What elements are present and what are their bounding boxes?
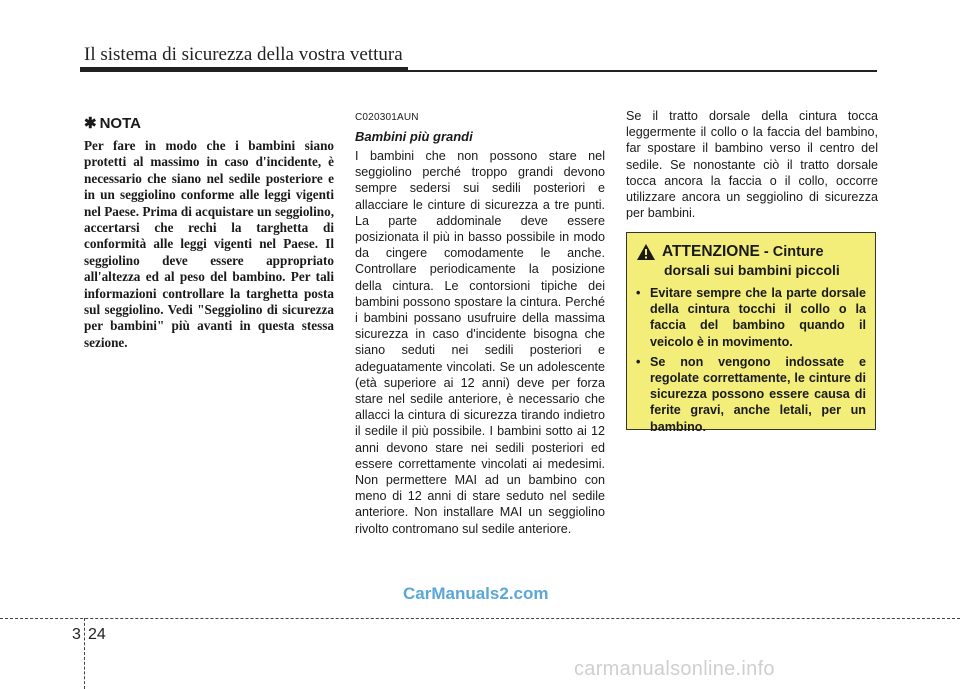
nota-body: Per fare in modo che i bambini siano protetti al massimo in caso d'incidente, è necessario che siano nel sedile posteriore e in un seggiolino conforme alle leggi vigenti nel Paese. Prima di acquistare un seggiolino, accertarsi che rechi la targhetta di conformità alle leggi vigenti nel Paese. Il seggiolino deve essere appropriato all'altezza ed al peso del bambino. Per tali informazioni controllare la targhetta posta sul seggiolino. Vedi "Seggiolino di sicurezza per bambini" più avanti in questa stessa sezione.: [84, 138, 334, 350]
column-left: [84, 110, 334, 351]
warning-list: [636, 285, 866, 435]
nota-heading: [84, 114, 334, 132]
warning-title: [636, 243, 866, 279]
warning-item: • Se non vengono indossate e regolate correttamente, le cinture di sicurezza possono essere causa di ferite gravi, anche letali, per un bambino.: [636, 354, 866, 435]
footer-vertical-divider: [84, 618, 85, 689]
watermark-link[interactable]: CarManuals2.com: [403, 584, 549, 603]
section-number: 3: [72, 626, 81, 643]
warning-title-main: ATTENZIONE: [662, 243, 760, 260]
warning-triangle-icon: [636, 243, 656, 261]
warning-title-sub: dorsali sui bambini piccoli: [664, 262, 840, 278]
column-middle: [355, 110, 605, 537]
page-header-title: Il sistema di sicurezza della vostra vettura: [84, 44, 403, 65]
site-watermark[interactable]: carmanualsonline.info: [574, 658, 775, 680]
section-subheading: Bambini più grandi: [355, 129, 473, 144]
warning-title-suffix: - Cinture: [759, 244, 824, 260]
footer-divider: [0, 618, 960, 619]
header-divider: [80, 70, 877, 72]
column-right: [626, 110, 878, 221]
section-body: I bambini che non possono stare nel seggiolino perché troppo grandi devono sempre sedersi sui sedili posteriori e allacciare le cinture di sicurezza a tre punti. La parte addominale deve essere posizionata il più in basso possibile in modo da cingere comodamente le anche. Controllare periodicamente la posizione della cintura. Le contorsioni tipiche dei bambini possono spostare la cintura. Perché i bambini possano usufruire della massima sicurezza in caso d'incidente bisogna che siano seduti nei sedili posteriori e adeguatamente vincolati. Se un adolescente (età superiore ai 12 anni) deve per forza stare nel sedile anteriore, è necessario che allacci la cintura di sicurezza tirando indietro il sedile il più possibile. I bambini sotto ai 12 anni devono stare nei sedili posteriori ed essere correttamente vincolati ai medesimi. Non permettere MAI ad un bambino con meno di 12 anni di stare seduto nel sedile anteriore. Non installare MAI un seggiolino rivolto contromano sul sedile anteriore.: [355, 149, 605, 536]
nota-heading-label: NOTA: [99, 114, 141, 132]
section-code: C020301AUN: [355, 112, 419, 123]
star-icon: ✱: [84, 115, 97, 132]
warning-box: [626, 232, 876, 434]
page-number: 24: [88, 626, 106, 643]
warning-item: • Evitare sempre che la parte dorsale della cintura tocchi il collo o la faccia del bambino quando il veicolo è in movimento.: [636, 285, 866, 350]
section-continuation: Se il tratto dorsale della cintura tocca leggermente il collo o la faccia del bambino, far spostare il bambino verso il centro del sedile. Se nonostante ciò il tratto dorsale tocca ancora la faccia o il collo, occorre utilizzare ancora un seggiolino di sicurezza per bambini.: [626, 109, 878, 221]
